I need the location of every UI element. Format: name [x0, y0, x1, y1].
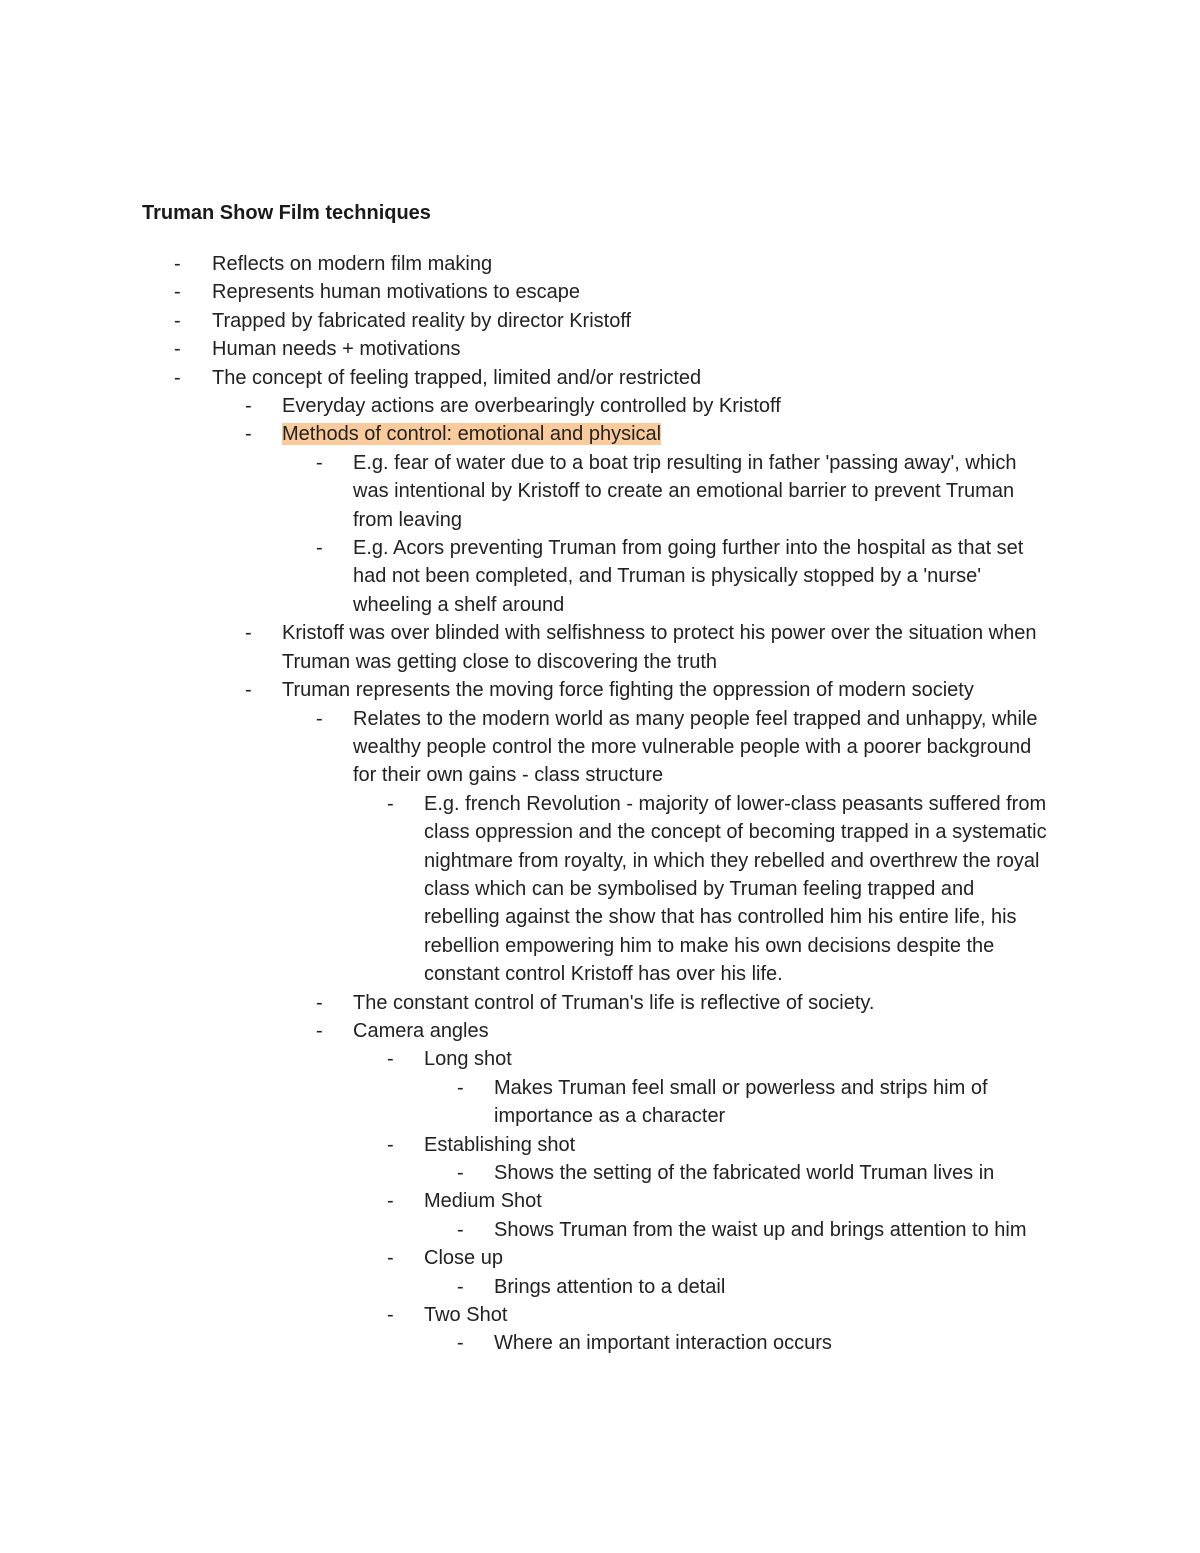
- list-item-text: Human needs + motivations: [212, 338, 461, 361]
- bullet-dash: -: [245, 423, 252, 446]
- list-item: [0, 250, 1200, 278]
- list-item-text: Truman represents the moving force fighting the oppression of modern society: [282, 679, 974, 702]
- bullet-dash: -: [174, 281, 181, 304]
- bullet-dash: -: [457, 1162, 464, 1184]
- list-item-text: Brings attention to a detail: [494, 1275, 726, 1298]
- bullet-dash: -: [316, 451, 323, 474]
- list-item: [0, 278, 1200, 306]
- list-item-text: Long shot: [424, 1048, 512, 1071]
- bullet-dash: -: [387, 1048, 394, 1071]
- bullet-dash: -: [387, 1190, 394, 1213]
- list-item-text: Establishing shot: [424, 1133, 576, 1156]
- list-item: [0, 392, 1200, 420]
- bullet-dash: -: [245, 622, 252, 645]
- list-item: [0, 307, 1200, 335]
- bullet-dash: -: [316, 991, 323, 1014]
- list-item: [0, 989, 1200, 1017]
- bullet-dash: -: [174, 253, 181, 275]
- list-item-text: E.g. french Revolution - majority of lower-class peasants suffered from class oppression and the concept of becoming trapped in a systematic nightmare from royalty, in which they rebelled and overthrew the royal class which can be symbolised by Truman feeling trapped and rebelling against the show that has controlled him his entire life, his rebellion empowering him to make his own decisions despite the constant control Kristoff has over his life.: [424, 792, 1047, 986]
- list-item-text: Shows the setting of the fabricated world Truman lives in: [494, 1162, 995, 1184]
- list-item-text: Reflects on modern film making: [212, 253, 493, 275]
- list-item: [0, 1301, 1200, 1329]
- bullet-dash: -: [316, 1019, 323, 1042]
- list-item-text: Medium Shot: [424, 1190, 542, 1213]
- list-item: [0, 1074, 1200, 1131]
- list-item: [0, 1159, 1200, 1187]
- list-item-text: Trapped by fabricated reality by director Kristoff: [212, 309, 632, 332]
- list-item: [0, 1216, 1200, 1244]
- list-item-text: E.g. fear of water due to a boat trip resulting in father 'passing away', which was intentional by Kristoff to create an emotional barrier to prevent Truman from leaving: [353, 451, 1017, 531]
- list-item: [0, 676, 1200, 704]
- list-item-text: Camera angles: [353, 1019, 489, 1042]
- list-item: [0, 1273, 1200, 1301]
- list-item: [0, 335, 1200, 363]
- list-item: [0, 1329, 1200, 1357]
- list-item: [0, 1131, 1200, 1159]
- bullet-dash: -: [316, 537, 323, 560]
- list-item-text: Kristoff was over blinded with selfishness to protect his power over the situation when Truman was getting close to discovering the truth: [282, 622, 1037, 673]
- list-item: [0, 449, 1200, 534]
- list-item: [0, 619, 1200, 676]
- list-item-text: Where an important interaction occurs: [494, 1332, 832, 1355]
- highlighted-list-item-text: Methods of control: emotional and physical: [282, 423, 662, 446]
- bullet-dash: -: [174, 366, 181, 389]
- bullet-dash: -: [387, 1247, 394, 1270]
- list-item: [0, 790, 1200, 989]
- bullet-dash: -: [387, 1133, 394, 1156]
- list-item: [0, 364, 1200, 392]
- bullet-dash: -: [457, 1275, 464, 1298]
- list-item-text: Close up: [424, 1247, 503, 1270]
- list-item: [0, 1187, 1200, 1215]
- list-item-text: The constant control of Truman's life is reflective of society.: [353, 991, 875, 1014]
- bullet-dash: -: [174, 309, 181, 332]
- list-item: [0, 705, 1200, 790]
- bullet-dash: -: [457, 1076, 464, 1099]
- list-item-text: E.g. Acors preventing Truman from going further into the hospital as that set had not been completed, and Truman is physically stopped by a 'nurse' wheeling a shelf around: [353, 537, 1024, 616]
- bullet-dash: -: [245, 679, 252, 702]
- list-item: [0, 1244, 1200, 1272]
- bullet-list: [0, 250, 1200, 1358]
- document-title: Truman Show Film techniques: [142, 202, 431, 224]
- list-item-text: Represents human motivations to escape: [212, 281, 580, 304]
- bullet-dash: -: [387, 792, 394, 815]
- list-item: [0, 1017, 1200, 1045]
- bullet-dash: -: [457, 1332, 464, 1355]
- bullet-dash: -: [387, 1304, 394, 1327]
- list-item-text: Shows Truman from the waist up and brings attention to him: [494, 1218, 1027, 1241]
- bullet-dash: -: [316, 707, 323, 730]
- list-item: [0, 534, 1200, 619]
- list-item-text: The concept of feeling trapped, limited and/or restricted: [212, 366, 702, 389]
- bullet-dash: -: [245, 395, 252, 418]
- list-item-text: Makes Truman feel small or powerless and strips him of importance as a character: [494, 1076, 988, 1128]
- list-item-text: Two Shot: [424, 1304, 508, 1327]
- bullet-dash: -: [457, 1218, 464, 1241]
- list-item: [0, 1045, 1200, 1073]
- bullet-dash: -: [174, 338, 181, 361]
- list-item-text: Everyday actions are overbearingly controlled by Kristoff: [282, 395, 781, 418]
- list-item-text: Relates to the modern world as many people feel trapped and unhappy, while wealthy people control the more vulnerable people with a poorer background for their own gains - class structure: [353, 707, 1038, 787]
- list-item: [0, 420, 1200, 448]
